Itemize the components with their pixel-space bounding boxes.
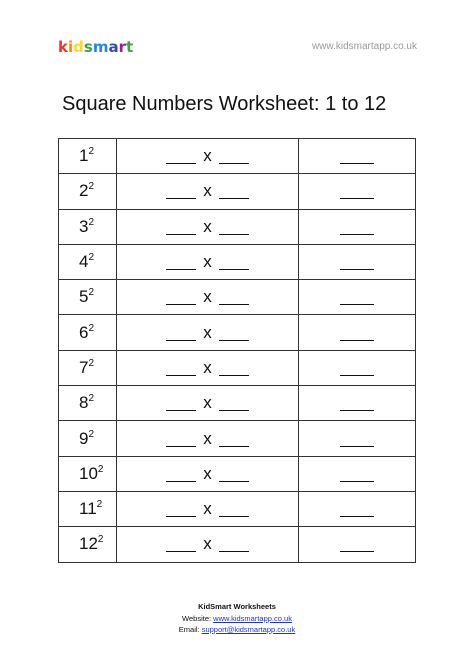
answer-cell xyxy=(299,456,416,491)
exponent: 2 xyxy=(88,181,95,193)
logo-letter: i xyxy=(67,38,74,56)
exponent: 2 xyxy=(88,393,95,405)
factor-blank[interactable] xyxy=(219,198,249,199)
base-number: 4 xyxy=(79,252,89,272)
multiplication-blanks xyxy=(117,421,299,456)
answer-blank[interactable] xyxy=(340,304,374,305)
factor-blank[interactable] xyxy=(166,410,196,411)
multiplication-blanks xyxy=(117,209,299,244)
multiplication-blanks xyxy=(117,174,299,209)
answer-cell xyxy=(299,350,416,385)
multiplication-blanks xyxy=(117,527,299,562)
worksheet-row xyxy=(59,280,416,315)
multiply-sign: x xyxy=(203,463,212,483)
answer-blank[interactable] xyxy=(340,163,374,164)
logo-letter: t xyxy=(126,38,134,56)
multiply-sign: x xyxy=(203,357,212,377)
worksheet-title: Square Numbers Worksheet: 1 to 12 xyxy=(62,93,387,115)
base-number: 3 xyxy=(79,216,89,236)
base-number: 6 xyxy=(79,322,89,342)
multiplication-blanks xyxy=(117,244,299,279)
multiply-sign: x xyxy=(203,287,212,307)
logo-letter: d xyxy=(73,38,84,56)
exponent: 2 xyxy=(88,216,95,228)
logo-letter: m xyxy=(92,38,109,56)
exponent: 2 xyxy=(88,357,95,369)
multiply-sign: x xyxy=(203,181,212,201)
answer-cell xyxy=(299,527,416,562)
answer-blank[interactable] xyxy=(340,269,374,270)
exponent: 2 xyxy=(88,146,95,158)
worksheet-row xyxy=(59,456,416,491)
multiply-sign: x xyxy=(203,428,212,448)
factor-blank[interactable] xyxy=(166,304,196,305)
answer-blank[interactable] xyxy=(340,234,374,235)
worksheet-row xyxy=(59,386,416,421)
factor-blank[interactable] xyxy=(219,516,249,517)
square-expression xyxy=(59,244,117,279)
exponent: 2 xyxy=(88,322,95,334)
factor-blank[interactable] xyxy=(166,446,196,447)
multiplication-blanks xyxy=(117,350,299,385)
factor-blank[interactable] xyxy=(166,481,196,482)
square-expression xyxy=(59,456,117,491)
factor-blank[interactable] xyxy=(219,269,249,270)
base-number: 9 xyxy=(79,428,89,448)
factor-blank[interactable] xyxy=(219,304,249,305)
answer-blank[interactable] xyxy=(340,198,374,199)
multiplication-blanks xyxy=(117,456,299,491)
header-website: www.kidsmartapp.co.uk xyxy=(311,41,417,52)
base-number: 7 xyxy=(79,357,89,377)
worksheet-row xyxy=(59,174,416,209)
square-expression xyxy=(59,139,117,174)
answer-blank[interactable] xyxy=(340,410,374,411)
factor-blank[interactable] xyxy=(166,375,196,376)
answer-cell xyxy=(299,174,416,209)
answer-cell xyxy=(299,280,416,315)
answer-blank[interactable] xyxy=(340,551,374,552)
answer-cell xyxy=(299,315,416,350)
worksheet-row xyxy=(59,209,416,244)
answer-blank[interactable] xyxy=(340,375,374,376)
footer-email-link[interactable]: support@kidsmartapp.co.uk xyxy=(201,625,296,634)
worksheet-row xyxy=(59,527,416,562)
square-expression xyxy=(59,209,117,244)
footer-website-line xyxy=(0,613,474,625)
footer-website-label: Website: xyxy=(182,613,214,623)
factor-blank[interactable] xyxy=(219,446,249,447)
square-expression xyxy=(59,386,117,421)
exponent: 2 xyxy=(96,499,103,511)
exponent: 2 xyxy=(88,252,95,264)
worksheet-row xyxy=(59,491,416,526)
factor-blank[interactable] xyxy=(219,375,249,376)
worksheet-row xyxy=(59,350,416,385)
square-expression xyxy=(59,350,117,385)
factor-blank[interactable] xyxy=(219,340,249,341)
answer-blank[interactable] xyxy=(340,340,374,341)
exponent: 2 xyxy=(97,534,104,546)
base-number: 2 xyxy=(79,181,89,201)
multiplication-blanks xyxy=(117,315,299,350)
kidsmart-logo xyxy=(58,38,133,56)
factor-blank[interactable] xyxy=(166,234,196,235)
factor-blank[interactable] xyxy=(166,198,196,199)
multiply-sign: x xyxy=(203,146,212,166)
factor-blank[interactable] xyxy=(219,481,249,482)
square-expression xyxy=(59,315,117,350)
answer-blank[interactable] xyxy=(340,516,374,517)
factor-blank[interactable] xyxy=(166,516,196,517)
multiplication-blanks xyxy=(117,491,299,526)
footer xyxy=(0,601,474,636)
exponent: 2 xyxy=(88,287,95,299)
footer-email-label: Email: xyxy=(178,625,202,634)
exponent: 2 xyxy=(97,463,104,475)
logo-letter: a xyxy=(108,38,119,56)
factor-blank[interactable] xyxy=(219,163,249,164)
answer-cell xyxy=(299,209,416,244)
footer-brand: KidSmart Worksheets xyxy=(198,602,276,611)
factor-blank[interactable] xyxy=(166,269,196,270)
factor-blank[interactable] xyxy=(166,551,196,552)
answer-cell xyxy=(299,139,416,174)
base-number: 11 xyxy=(79,499,97,519)
worksheet-row xyxy=(59,139,416,174)
factor-blank[interactable] xyxy=(219,551,249,552)
worksheet-row xyxy=(59,315,416,350)
multiplication-blanks xyxy=(117,386,299,421)
multiply-sign: x xyxy=(203,393,212,413)
answer-blank[interactable] xyxy=(340,481,374,482)
logo-letter: s xyxy=(83,38,93,56)
answer-cell xyxy=(299,386,416,421)
multiplication-blanks xyxy=(117,280,299,315)
footer-website-link[interactable]: www.kidsmartapp.co.uk xyxy=(213,613,292,623)
footer-email-line xyxy=(0,624,474,636)
factor-blank[interactable] xyxy=(166,163,196,164)
square-expression xyxy=(59,280,117,315)
square-expression xyxy=(59,174,117,209)
worksheet-table xyxy=(58,138,416,563)
multiply-sign: x xyxy=(203,534,212,554)
factor-blank[interactable] xyxy=(219,234,249,235)
answer-blank[interactable] xyxy=(340,446,374,447)
logo-letter: k xyxy=(58,38,68,56)
multiply-sign: x xyxy=(203,252,212,272)
base-number: 5 xyxy=(79,287,89,307)
base-number: 1 xyxy=(79,146,89,166)
square-expression xyxy=(59,491,117,526)
multiply-sign: x xyxy=(203,499,212,519)
base-number: 10 xyxy=(79,463,98,483)
base-number: 12 xyxy=(79,534,98,554)
worksheet-row xyxy=(59,244,416,279)
factor-blank[interactable] xyxy=(219,410,249,411)
square-expression xyxy=(59,421,117,456)
factor-blank[interactable] xyxy=(166,340,196,341)
logo-letter: r xyxy=(118,38,126,56)
base-number: 8 xyxy=(79,393,89,413)
answer-cell xyxy=(299,244,416,279)
exponent: 2 xyxy=(88,428,95,440)
multiply-sign: x xyxy=(203,322,212,342)
multiply-sign: x xyxy=(203,216,212,236)
answer-cell xyxy=(299,421,416,456)
multiplication-blanks xyxy=(117,139,299,174)
answer-cell xyxy=(299,491,416,526)
square-expression xyxy=(59,527,117,562)
worksheet-row xyxy=(59,421,416,456)
